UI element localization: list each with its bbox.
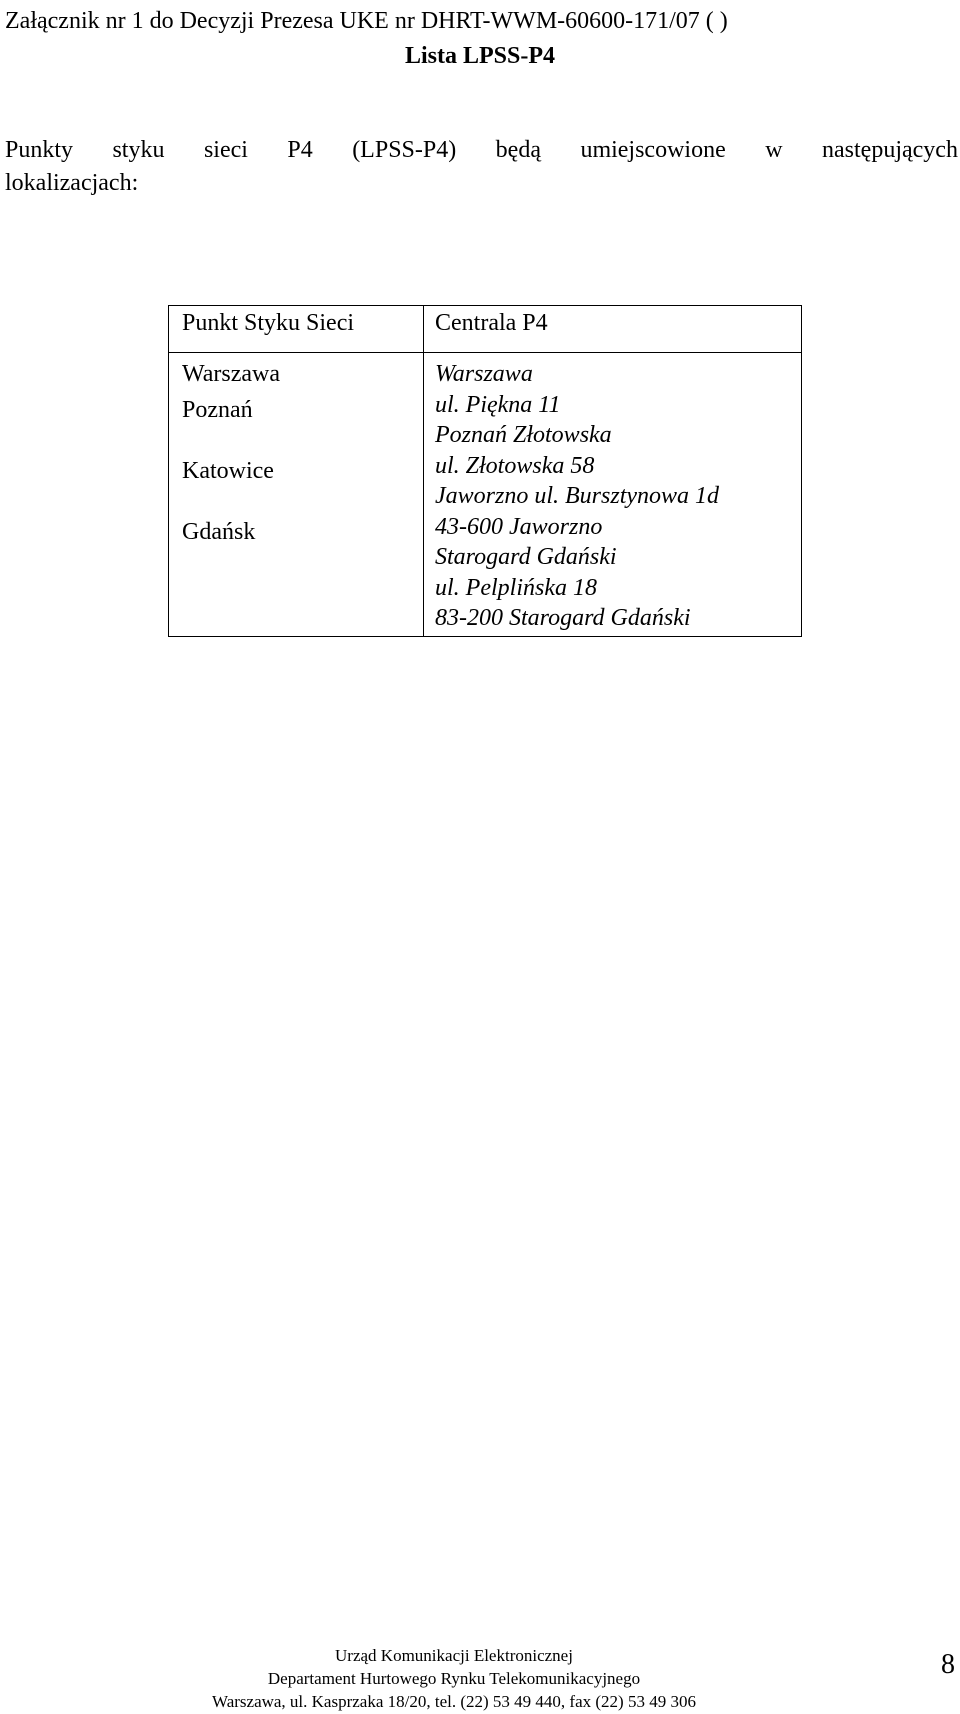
intro-line-2: lokalizacjach: [5, 170, 139, 196]
centrala-line: ul. Piękna 11 [435, 391, 561, 418]
point-poznan: Poznań [182, 396, 253, 423]
header-label: Centrala P4 [435, 310, 548, 336]
document-title: Lista LPSS-P4 [404, 43, 556, 69]
table-body-row [169, 353, 802, 637]
centrala-line: 83-200 Starogard Gdański [435, 605, 691, 631]
centrala-line: Jaworzno ul. Bursztynowa 1d [435, 483, 720, 509]
intro-word: następujących [822, 137, 958, 163]
intro-word: w [765, 137, 783, 163]
centrala-line: Starogard Gdański [435, 544, 617, 570]
table-header-row [169, 306, 802, 353]
footer-department: Departament Hurtowego Rynku Telekomunikacyjnego [267, 1669, 641, 1688]
page-number: 8 [941, 1649, 955, 1680]
annex-reference: Załącznik nr 1 do Decyzji Prezesa UKE nr DHRT-WWM-60600-171/07 ( ) [5, 8, 728, 34]
intro-paragraph [5, 134, 958, 200]
centrala-cell [424, 353, 802, 637]
point-warszawa: Warszawa [182, 361, 281, 387]
footer-office: Urząd Komunikacji Elektronicznej [335, 1646, 573, 1665]
centrala-line: Warszawa [435, 361, 533, 387]
header-punkt-styku [169, 306, 424, 353]
intro-word: Punkty [5, 137, 74, 163]
centrala-line: 43-600 Jaworzno [435, 513, 603, 540]
intro-word: (LPSS-P4) [352, 137, 457, 163]
point-gdansk: Gdańsk [182, 518, 256, 545]
intro-word: sieci [203, 137, 248, 163]
intro-word: styku [112, 137, 165, 163]
points-cell [169, 353, 424, 637]
intro-word: P4 [287, 137, 313, 163]
centrala-line: ul. Złotowska 58 [435, 452, 595, 479]
point-katowice: Katowice [182, 457, 274, 484]
intro-word: umiejscowione [580, 137, 726, 163]
intro-word: będą [495, 137, 541, 163]
header-label: Punkt Styku Sieci [182, 310, 355, 336]
page-footer [0, 1644, 908, 1713]
footer-address: Warszawa, ul. Kasprzaka 18/20, tel. (22) 53 49 440, fax (22) 53 49 306 [212, 1692, 696, 1711]
centrala-line: ul. Pelplińska 18 [435, 574, 597, 601]
header-centrala [424, 306, 802, 353]
centrala-line: Poznań Złotowska [435, 422, 612, 448]
lpss-table [168, 305, 802, 637]
intro-line-1 [5, 134, 958, 167]
